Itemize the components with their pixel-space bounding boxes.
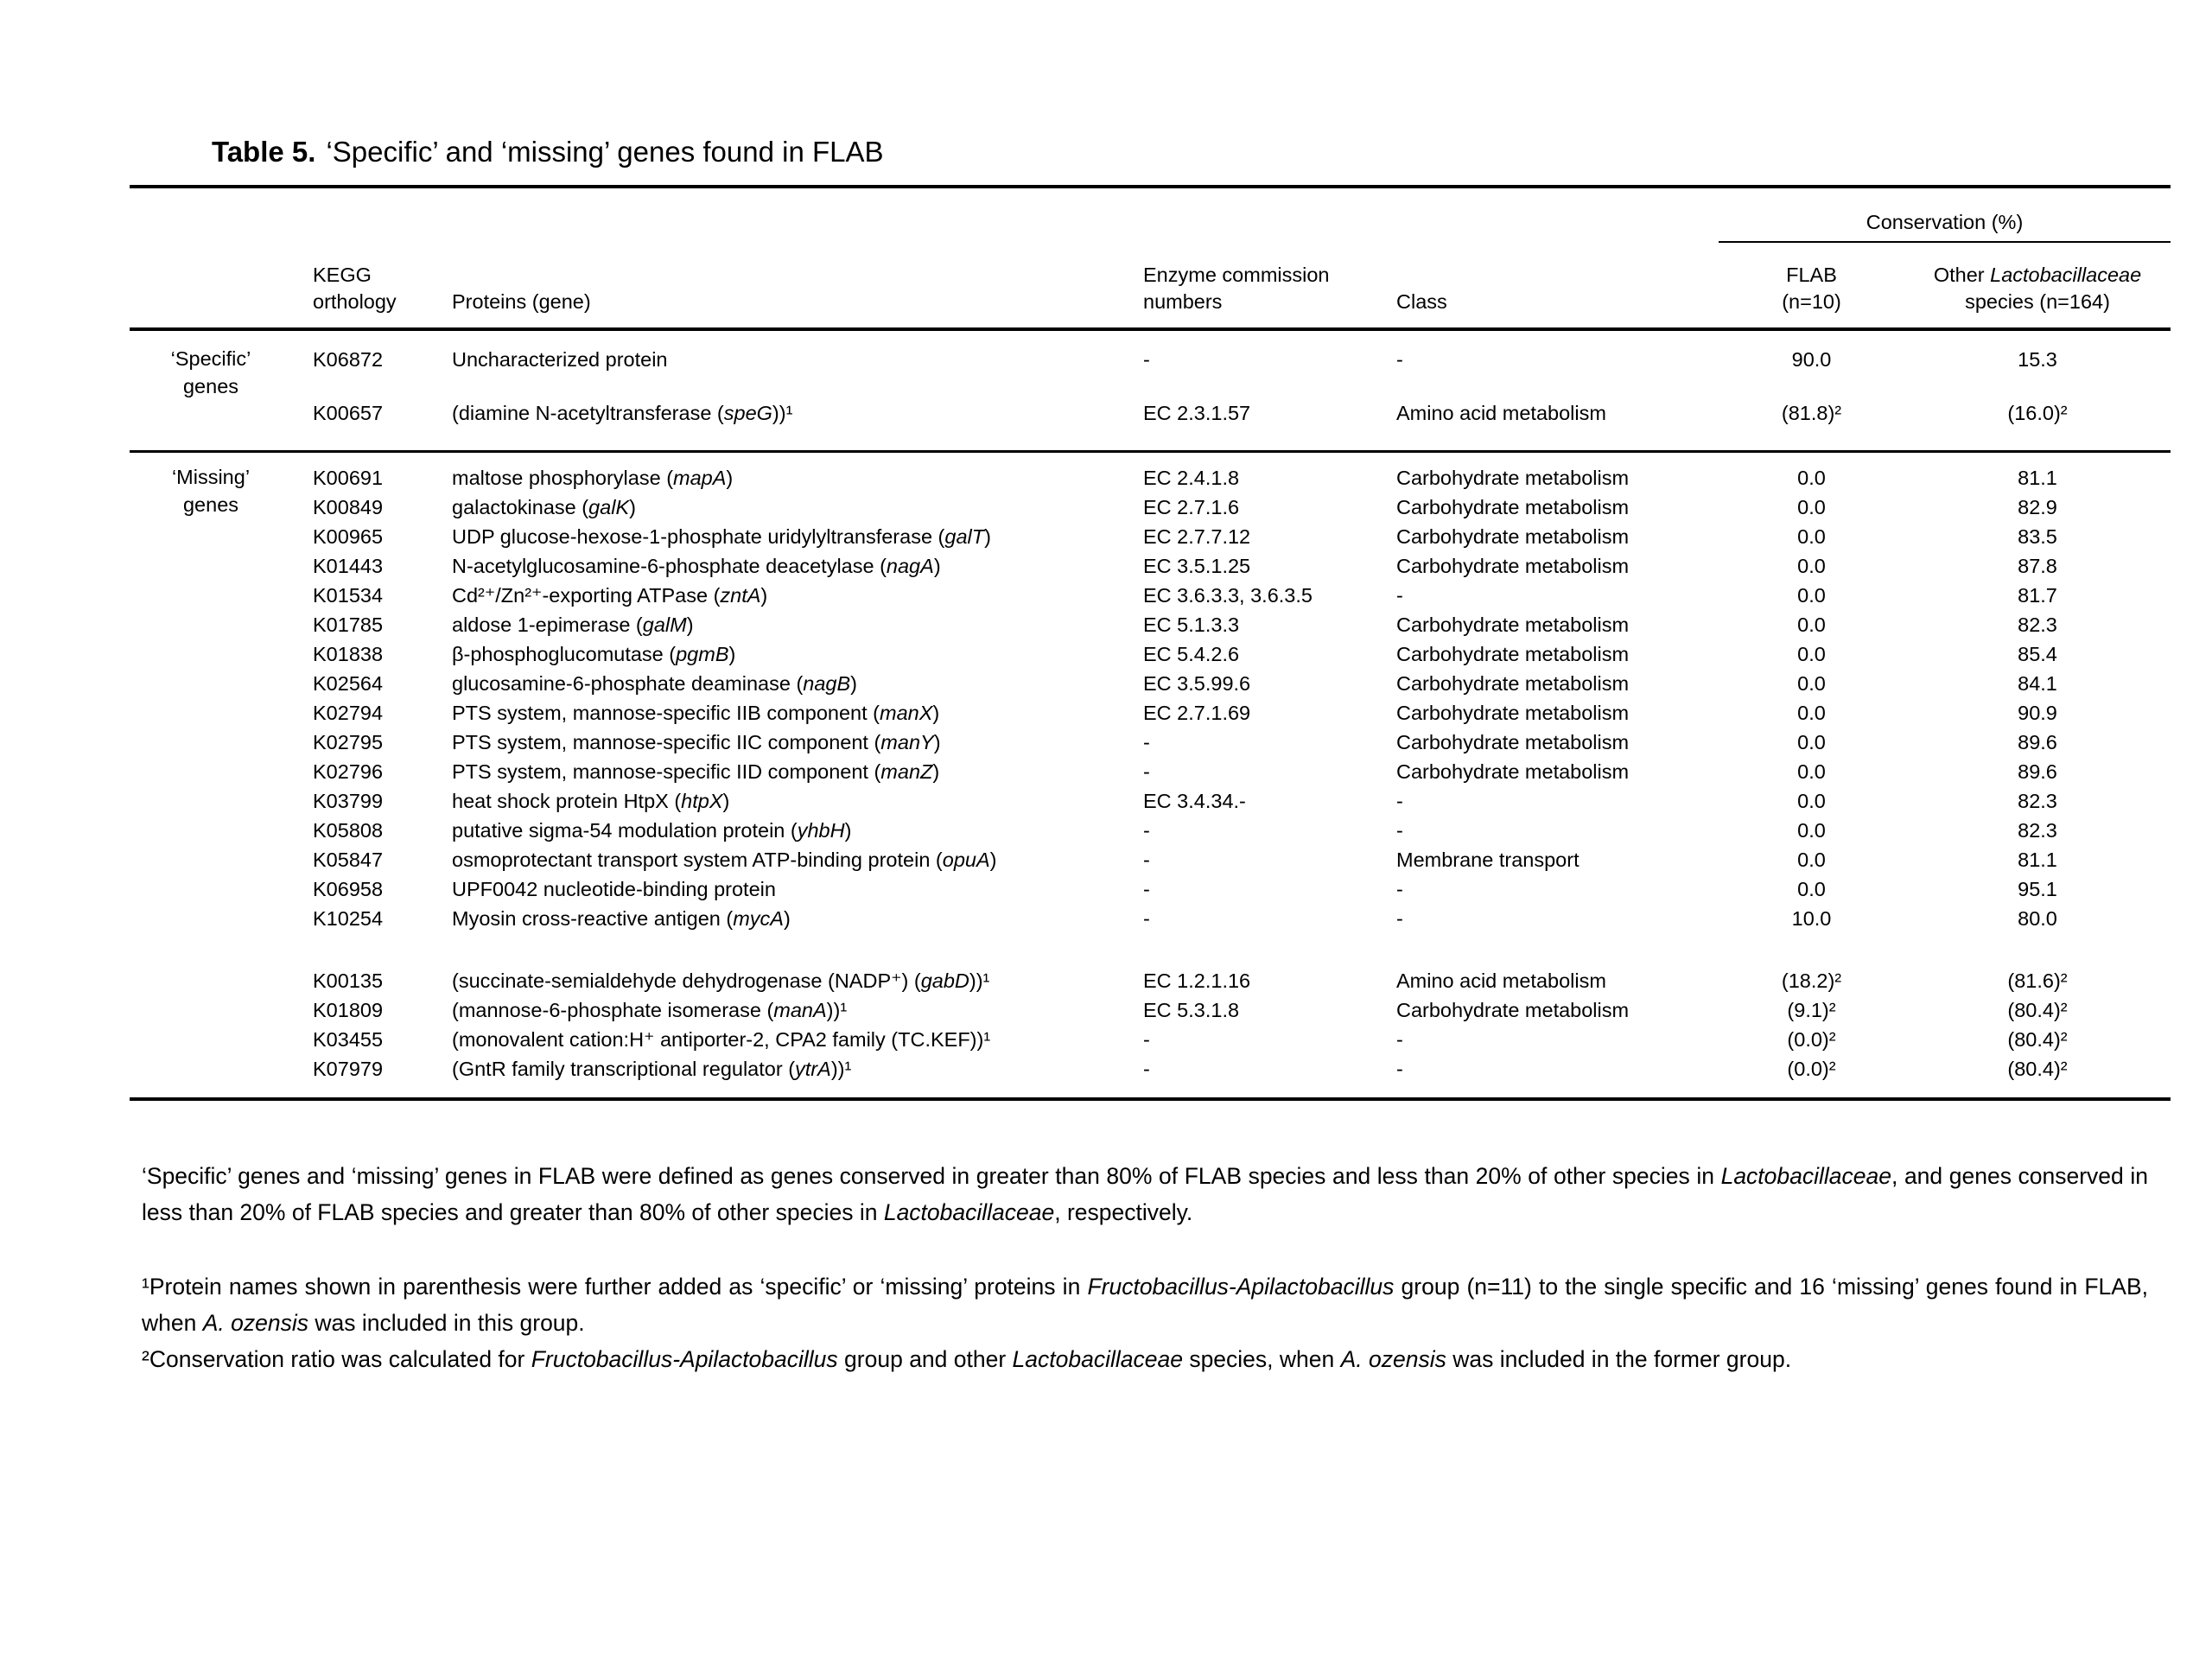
cell-kegg: K01838 (313, 643, 384, 665)
cell-ec: EC 3.5.1.25 (1143, 555, 1251, 577)
cell-protein: (GntR family transcriptional regulator (ytrA))¹ (452, 1058, 852, 1080)
spacer-cell (313, 933, 2171, 966)
cell-protein: osmoprotectant transport system ATP-binding protein (opuA) (452, 849, 997, 871)
cell-class: - (1396, 584, 1403, 607)
cell-protein: UDP glucose-hexose-1-phosphate uridylyltransferase (galT) (452, 525, 991, 548)
table-row (130, 757, 2171, 786)
cell-other: 81.1 (2018, 849, 2057, 871)
table-row (130, 874, 2171, 904)
cell-kegg: K00965 (313, 525, 384, 548)
cell-other: 83.5 (2018, 525, 2057, 548)
cell-class: Carbohydrate metabolism (1396, 999, 1630, 1021)
cell-kegg: K01809 (313, 999, 384, 1021)
cell-ec: - (1143, 819, 1150, 842)
table-row (130, 816, 2171, 845)
cell-ec: - (1143, 849, 1150, 871)
cell-flab: (0.0)² (1787, 1058, 1836, 1080)
cell-other: 85.4 (2018, 643, 2057, 665)
cell-flab: 0.0 (1797, 672, 1826, 695)
cell-kegg: K02564 (313, 672, 384, 695)
table-row (130, 610, 2171, 639)
table-footnotes (142, 1158, 2148, 1377)
cell-protein: (diamine N-acetyltransferase (speG))¹ (452, 402, 793, 424)
cell-ec: - (1143, 1058, 1150, 1080)
cell-protein: galactokinase (galK) (452, 496, 636, 518)
cell-kegg: K01785 (313, 613, 384, 636)
cell-class: Amino acid metabolism (1396, 969, 1606, 992)
cell-protein: heat shock protein HtpX (htpX) (452, 790, 730, 812)
cell-kegg: K00691 (313, 452, 452, 493)
table-number: Table 5. (212, 136, 316, 168)
cell-other: 81.7 (2018, 584, 2057, 607)
header-proteins: Proteins (gene) (452, 242, 1143, 329)
cell-ec: EC 5.3.1.8 (1143, 999, 1240, 1021)
cell-class: - (1396, 1058, 1403, 1080)
cell-flab: (18.2)² (1781, 969, 1842, 992)
cell-ec: - (1143, 1028, 1150, 1051)
cell-flab: (0.0)² (1787, 1028, 1836, 1051)
header-kegg: KEGG orthology (313, 242, 452, 329)
cell-other: 82.9 (2018, 496, 2057, 518)
cell-other: 80.0 (2018, 907, 2057, 930)
cell-ec: - (1143, 731, 1150, 753)
cell-flab: 0.0 (1797, 702, 1826, 724)
header-flab: FLAB (n=10) (1719, 242, 1904, 329)
cell-protein: aldose 1-epimerase (galM) (452, 613, 694, 636)
cell-protein: UPF0042 nucleotide-binding protein (452, 878, 776, 900)
cell-protein: PTS system, mannose-specific IID component (manZ) (452, 760, 940, 783)
conservation-header-row (130, 187, 2171, 242)
header-ec: Enzyme commission numbers (1143, 242, 1396, 329)
cell-class: - (1396, 1028, 1403, 1051)
cell-other: (80.4)² (2007, 999, 2068, 1021)
cell-other: (16.0)² (2007, 402, 2068, 424)
cell-flab: 0.0 (1797, 819, 1826, 842)
cell-kegg: K03455 (313, 1028, 384, 1051)
cell-class: - (1396, 907, 1403, 930)
cell-flab: 0.0 (1797, 849, 1826, 871)
cell-kegg: K02796 (313, 760, 384, 783)
definition-note: ‘Specific’ genes and ‘missing’ genes in FLAB were defined as genes conserved in greater than 80% of FLAB species and less than 20% of other species in Lactobacillaceae, and genes conserved in less than 20% of FLAB species and greater than 80% of other species in Lactobacillaceae, respectively. (142, 1163, 2148, 1225)
cell-ec: EC 5.4.2.6 (1143, 643, 1240, 665)
table-row (130, 966, 2171, 995)
cell-ec: EC 1.2.1.16 (1143, 969, 1251, 992)
cell-other: 82.3 (2018, 790, 2057, 812)
cell-kegg: K03799 (313, 790, 384, 812)
cell-protein: Myosin cross-reactive antigen (mycA) (452, 907, 791, 930)
cell-other: 90.9 (2018, 702, 2057, 724)
footnote-2: ²Conservation ratio was calculated for Fructobacillus-Apilactobacillus group and other Lactobacillaceae species, when A. ozensis was included in the former group. (142, 1346, 1792, 1372)
cell-other: 84.1 (2018, 672, 2057, 695)
cell-ec: - (1143, 878, 1150, 900)
cell-kegg: K06872 (313, 348, 384, 371)
cell-ec: - (1143, 348, 1150, 371)
section-label: ‘Specific’ genes (170, 347, 251, 397)
cell-protein: maltose phosphorylase (mapA) (452, 452, 1143, 493)
cell-kegg: K01534 (313, 584, 384, 607)
header-class: Class (1396, 242, 1719, 329)
cell-flab: 0.0 (1797, 525, 1826, 548)
header-spacer (130, 187, 1719, 242)
cell-other: 82.3 (2018, 819, 2057, 842)
cell-class: Carbohydrate metabolism (1396, 731, 1630, 753)
cell-protein: PTS system, mannose-specific IIC component (manY) (452, 731, 941, 753)
table-section (130, 329, 2171, 452)
cell-ec: EC 2.3.1.57 (1143, 402, 1251, 424)
cell-kegg: K07979 (313, 1058, 384, 1080)
cell-kegg: K05808 (313, 819, 384, 842)
cell-kegg: K06958 (313, 878, 384, 900)
header-group (130, 242, 313, 329)
cell-class: Carbohydrate metabolism (1396, 760, 1630, 783)
cell-class: - (1396, 348, 1403, 371)
table-row (130, 845, 2171, 874)
cell-flab: 0.0 (1797, 496, 1826, 518)
cell-kegg: K00135 (313, 969, 384, 992)
table-row (130, 995, 2171, 1025)
conservation-group-header: Conservation (%) (1719, 187, 2171, 242)
section-label: ‘Missing’ genes (130, 452, 313, 1100)
cell-other: (81.6)² (2007, 969, 2068, 992)
genes-table (130, 185, 2171, 1101)
header-other: Other Lactobacillaceae species (n=164) (1904, 242, 2171, 329)
cell-kegg: K10254 (313, 907, 384, 930)
table-row (130, 669, 2171, 698)
table-row (130, 452, 2171, 493)
cell-ec: EC 5.1.3.3 (1143, 613, 1240, 636)
cell-flab: 0.0 (1797, 760, 1826, 783)
cell-flab: 0.0 (1797, 790, 1826, 812)
cell-ec: EC 2.7.1.6 (1143, 496, 1240, 518)
cell-class: Carbohydrate metabolism (1396, 496, 1630, 518)
cell-class: Carbohydrate metabolism (1396, 613, 1630, 636)
table-section (130, 452, 2171, 1100)
cell-flab: 0.0 (1797, 643, 1826, 665)
cell-protein: (monovalent cation:H⁺ antiporter-2, CPA2 family (TC.KEF))¹ (452, 1028, 991, 1051)
table-row (130, 493, 2171, 522)
table-row (130, 904, 2171, 933)
table-row (130, 329, 2171, 386)
cell-other: 89.6 (2018, 760, 2057, 783)
cell-ec: EC 3.6.3.3, 3.6.3.5 (1143, 584, 1313, 607)
cell-class: - (1396, 878, 1403, 900)
cell-kegg: K02795 (313, 731, 384, 753)
cell-kegg: K02794 (313, 702, 384, 724)
cell-protein: β-phosphoglucomutase (pgmB) (452, 643, 736, 665)
cell-ec: EC 3.4.34.- (1143, 790, 1246, 812)
cell-flab: 0.0 (1719, 452, 1904, 493)
cell-kegg: K00849 (313, 496, 384, 518)
cell-kegg: K00657 (313, 402, 384, 424)
cell-protein: N-acetylglucosamine-6-phosphate deacetylase (nagA) (452, 555, 941, 577)
cell-ec: - (1143, 907, 1150, 930)
cell-ec: EC 2.4.1.8 (1143, 452, 1396, 493)
table-row (130, 386, 2171, 452)
cell-kegg: K05847 (313, 849, 384, 871)
cell-class: - (1396, 819, 1403, 842)
cell-kegg: K01443 (313, 555, 384, 577)
cell-protein: glucosamine-6-phosphate deaminase (nagB) (452, 672, 857, 695)
cell-class: Amino acid metabolism (1396, 402, 1606, 424)
cell-class: Carbohydrate metabolism (1396, 452, 1719, 493)
cell-other: 95.1 (2018, 878, 2057, 900)
table-row (130, 698, 2171, 728)
cell-flab: (9.1)² (1787, 999, 1836, 1021)
table-row (130, 728, 2171, 757)
cell-protein: PTS system, mannose-specific IIB component (manX) (452, 702, 940, 724)
table-header (130, 187, 2171, 329)
cell-class: Membrane transport (1396, 849, 1580, 871)
cell-class: Carbohydrate metabolism (1396, 702, 1630, 724)
table-row (130, 551, 2171, 581)
cell-other: (80.4)² (2007, 1058, 2068, 1080)
cell-ec: EC 2.7.7.12 (1143, 525, 1251, 548)
table-row (130, 581, 2171, 610)
cell-other: 87.8 (2018, 555, 2057, 577)
table-row (130, 1054, 2171, 1099)
cell-flab: (81.8)² (1781, 402, 1842, 424)
table-title (212, 135, 2212, 169)
cell-protein: (succinate-semialdehyde dehydrogenase (NADP⁺) (gabD))¹ (452, 969, 990, 992)
cell-other: 15.3 (2018, 348, 2057, 371)
cell-flab: 0.0 (1797, 731, 1826, 753)
cell-protein: (mannose-6-phosphate isomerase (manA))¹ (452, 999, 848, 1021)
cell-class: Carbohydrate metabolism (1396, 525, 1630, 548)
cell-protein: Cd²⁺/Zn²⁺-exporting ATPase (zntA) (452, 584, 768, 607)
cell-flab: 10.0 (1791, 907, 1832, 930)
cell-ec: EC 3.5.99.6 (1143, 672, 1251, 695)
cell-other: 89.6 (2018, 731, 2057, 753)
cell-other: (80.4)² (2007, 1028, 2068, 1051)
cell-flab: 0.0 (1797, 584, 1826, 607)
cell-protein: Uncharacterized protein (452, 348, 668, 371)
cell-protein: putative sigma-54 modulation protein (yhbH) (452, 819, 852, 842)
table-row (130, 786, 2171, 816)
table-row (130, 522, 2171, 551)
cell-other: 81.1 (1904, 452, 2171, 493)
cell-class: Carbohydrate metabolism (1396, 555, 1630, 577)
table-row (130, 639, 2171, 669)
footnote-1: ¹Protein names shown in parenthesis were further added as ‘specific’ or ‘missing’ proteins in Fructobacillus-Apilactobacillus group (n=11) to the single specific and 16 ‘missing’ genes found in FLAB, when A. ozensis was included in this group. (142, 1274, 2149, 1336)
column-header-row (130, 242, 2171, 329)
cell-flab: 0.0 (1797, 878, 1826, 900)
table-row (130, 1025, 2171, 1054)
table-caption: ‘Specific’ and ‘missing’ genes found in FLAB (326, 136, 884, 168)
cell-class: Carbohydrate metabolism (1396, 672, 1630, 695)
cell-ec: - (1143, 760, 1150, 783)
cell-other: 82.3 (2018, 613, 2057, 636)
cell-class: Carbohydrate metabolism (1396, 643, 1630, 665)
cell-flab: 90.0 (1791, 348, 1832, 371)
cell-ec: EC 2.7.1.69 (1143, 702, 1251, 724)
cell-flab: 0.0 (1797, 555, 1826, 577)
cell-flab: 0.0 (1797, 613, 1826, 636)
cell-class: - (1396, 790, 1403, 812)
spacer-row (130, 933, 2171, 966)
